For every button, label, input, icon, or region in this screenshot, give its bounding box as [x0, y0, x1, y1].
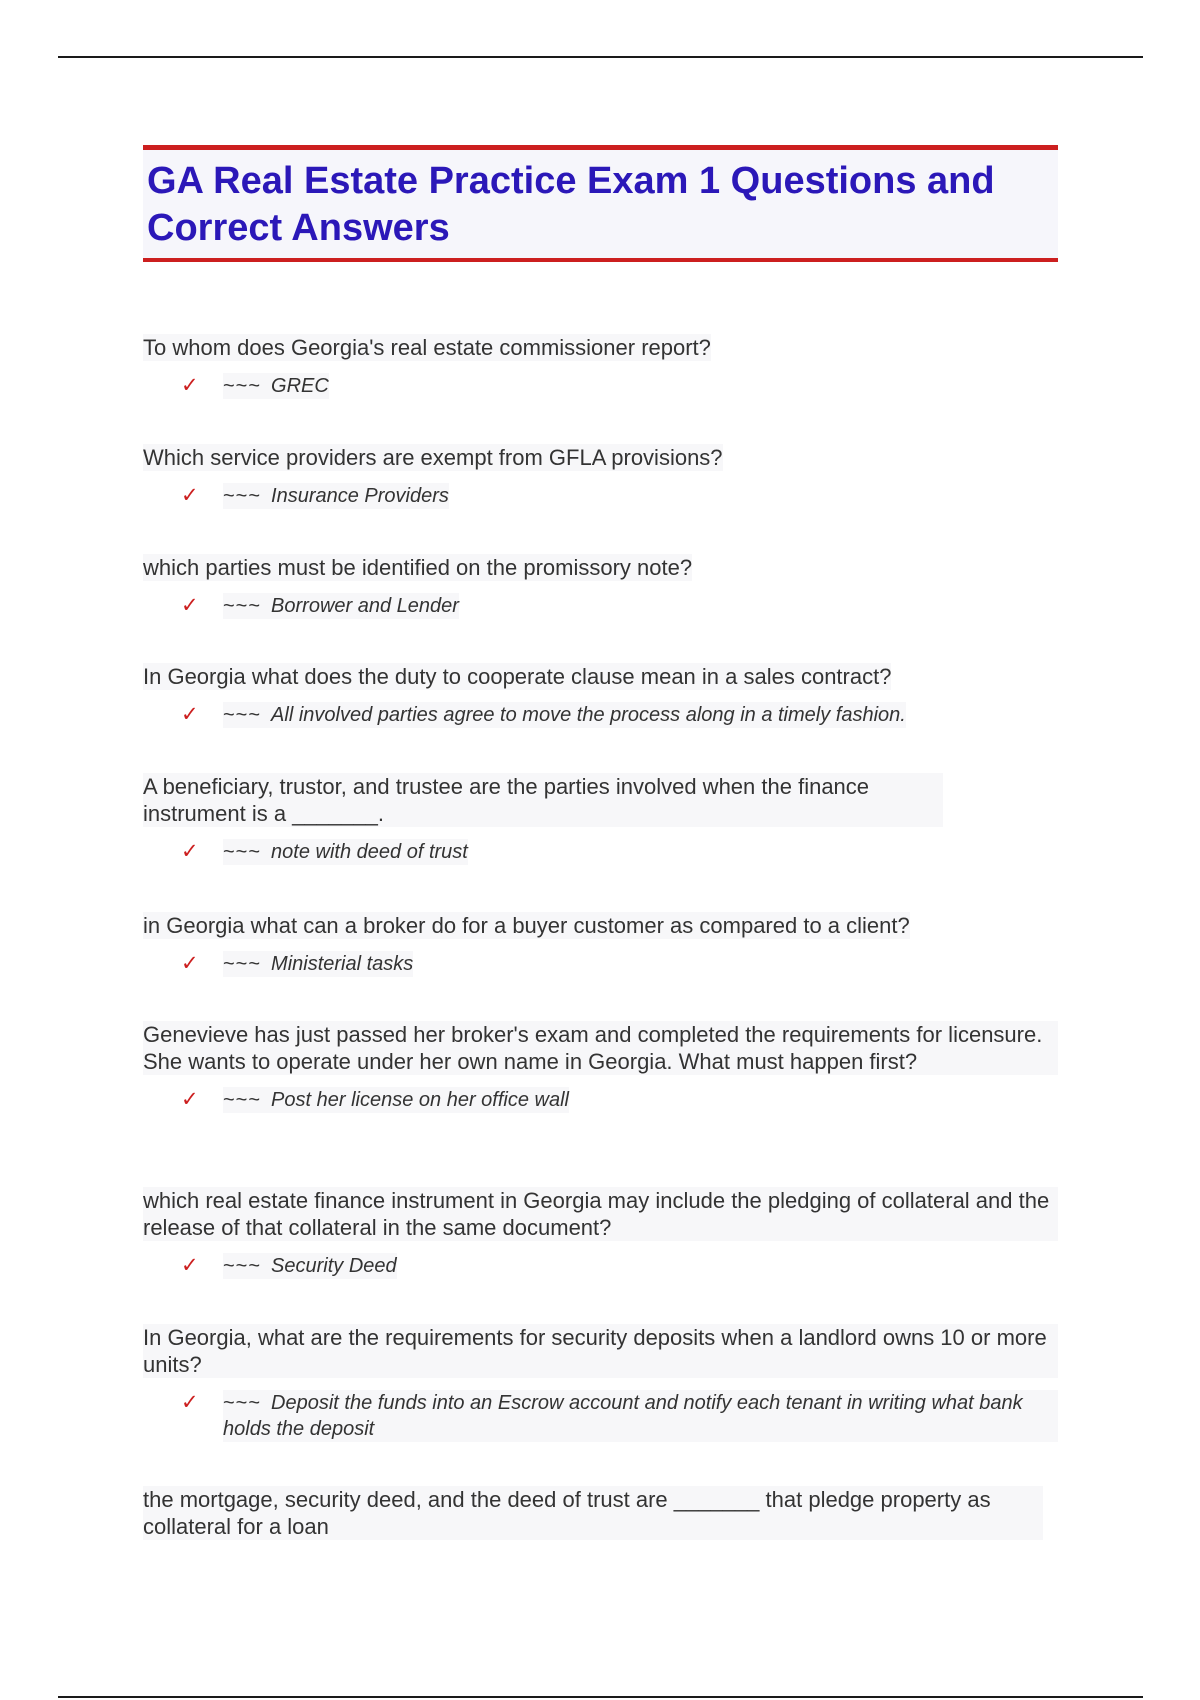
answer-row	[143, 839, 1058, 865]
question-text: Which service providers are exempt from GFLA provisions?	[143, 445, 723, 470]
checkmark-icon: ✓	[181, 840, 199, 863]
answer-text: ~~~ Insurance Providers	[223, 485, 449, 507]
answer-text: ~~~ Ministerial tasks	[223, 953, 414, 975]
checkmark-icon: ✓	[181, 484, 199, 507]
answer-row	[143, 483, 1058, 509]
question-text: In Georgia, what are the requirements for security deposits when a landlord owns 10 or more units?	[143, 1324, 1058, 1378]
answer-row	[143, 1253, 1058, 1279]
checkmark-icon: ✓	[181, 1391, 199, 1414]
qa-item	[143, 554, 1058, 663]
question-text: A beneficiary, trustor, and trustee are the parties involved when the finance instrument is a _______.	[143, 773, 943, 827]
qa-item	[143, 334, 1058, 444]
page-top-rule	[58, 56, 1143, 58]
answer-row	[143, 373, 1058, 399]
qa-item	[143, 1021, 1058, 1187]
title-block	[143, 145, 1058, 262]
answer-row	[143, 1390, 1058, 1442]
checkmark-icon: ✓	[181, 1088, 199, 1111]
answer-row	[143, 702, 1058, 728]
answer-text: ~~~ GREC	[223, 375, 329, 397]
question-text: in Georgia what can a broker do for a buyer customer as compared to a client?	[143, 913, 910, 938]
qa-list	[143, 334, 1058, 1540]
question-text: To whom does Georgia's real estate commissioner report?	[143, 335, 711, 360]
question-text: In Georgia what does the duty to cooperate clause mean in a sales contract?	[143, 664, 892, 689]
document-content	[143, 145, 1058, 1540]
document-title: GA Real Estate Practice Exam 1 Questions and Correct Answers	[147, 160, 995, 249]
qa-item	[143, 1187, 1058, 1324]
qa-item	[143, 912, 1058, 1021]
answer-text: ~~~ Post her license on her office wall	[223, 1089, 569, 1111]
answer-text: ~~~ note with deed of trust	[223, 841, 468, 863]
answer-text: ~~~ Borrower and Lender	[223, 595, 459, 617]
answer-row	[143, 593, 1058, 619]
answer-text: ~~~ All involved parties agree to move the process along in a timely fashion.	[223, 704, 906, 726]
question-text: Genevieve has just passed her broker's exam and completed the requirements for licensure. She wants to operate under her own name in Georgia. What must happen first?	[143, 1021, 1058, 1075]
question-text: which real estate finance instrument in Georgia may include the pledging of collateral and the release of that collateral in the same document?	[143, 1187, 1058, 1241]
page-bottom-rule	[58, 1696, 1143, 1698]
question-text: the mortgage, security deed, and the deed of trust are _______ that pledge property as collateral for a loan	[143, 1486, 1043, 1540]
qa-item	[143, 1486, 1058, 1540]
checkmark-icon: ✓	[181, 374, 199, 397]
answer-text: ~~~ Security Deed	[223, 1255, 397, 1277]
question-text: which parties must be identified on the promissory note?	[143, 555, 693, 580]
checkmark-icon: ✓	[181, 594, 199, 617]
qa-item	[143, 773, 1058, 912]
qa-item	[143, 1324, 1058, 1486]
checkmark-icon: ✓	[181, 703, 199, 726]
answer-text: ~~~ Deposit the funds into an Escrow account and notify each tenant in writing what bank holds the deposit	[223, 1390, 1058, 1442]
answer-row	[143, 1087, 1058, 1113]
qa-item	[143, 444, 1058, 554]
qa-item	[143, 663, 1058, 773]
answer-row	[143, 951, 1058, 977]
checkmark-icon: ✓	[181, 1254, 199, 1277]
checkmark-icon: ✓	[181, 952, 199, 975]
